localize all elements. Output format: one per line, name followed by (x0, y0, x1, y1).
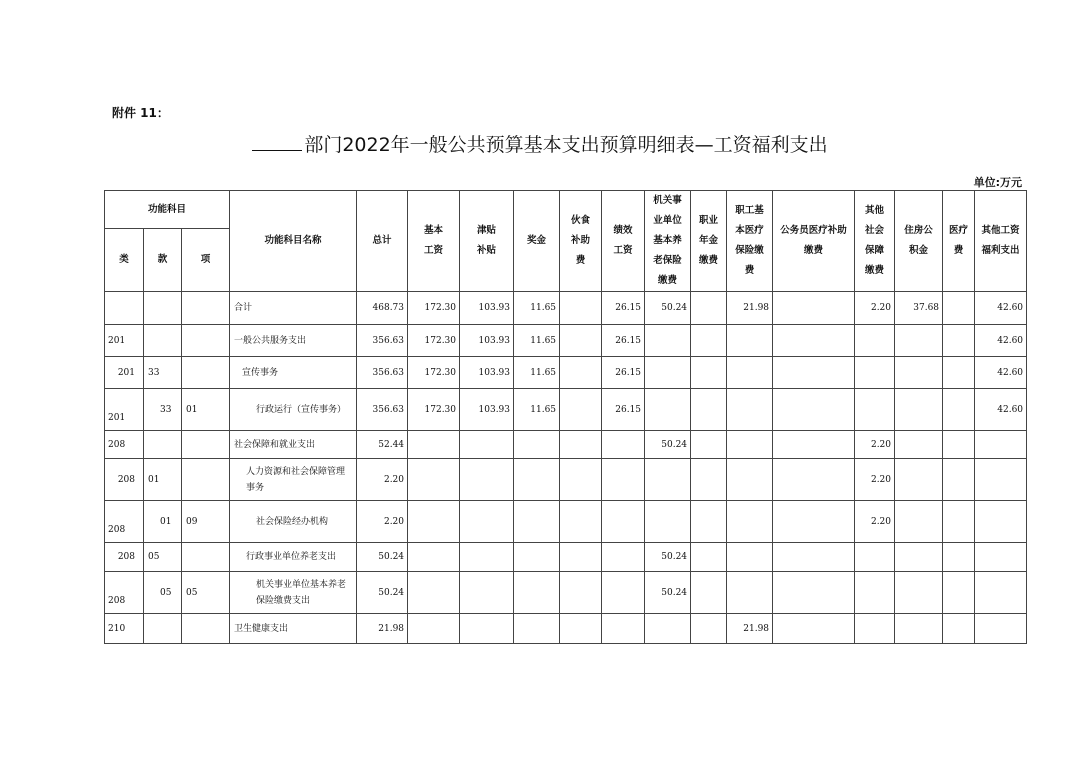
value-cell-housing (895, 325, 943, 357)
value-cell-meal (560, 614, 602, 644)
performance-header: 绩效 工资 (602, 191, 645, 292)
value-cell-civmed (773, 459, 855, 501)
table-row (105, 501, 1027, 543)
value-cell-allow: 103.93 (460, 292, 514, 325)
value-cell-occ (691, 614, 727, 644)
value-cell-perf (602, 614, 645, 644)
value-cell-bonus: 11.65 (514, 357, 560, 389)
value-cell-pension: 50.24 (645, 431, 691, 459)
value-cell-pension: 50.24 (645, 543, 691, 572)
subject-name-cell: 卫生健康支出 (230, 614, 357, 644)
xiang-cell (182, 292, 230, 325)
other-social-header: 其他 社会 保障 缴费 (855, 191, 895, 292)
lei-cell: 208 (105, 431, 144, 459)
value-cell-medfee (943, 572, 975, 614)
value-cell-bonus (514, 431, 560, 459)
total-header: 总计 (357, 191, 408, 292)
value-cell-bonus: 11.65 (514, 325, 560, 357)
value-cell-othwage (975, 614, 1027, 644)
value-cell-civmed (773, 572, 855, 614)
table-row (105, 325, 1027, 357)
value-cell-occ (691, 543, 727, 572)
value-cell-total: 50.24 (357, 572, 408, 614)
value-cell-bonus: 11.65 (514, 389, 560, 431)
value-cell-meal (560, 459, 602, 501)
name-header: 功能科目名称 (230, 191, 357, 292)
value-cell-perf: 26.15 (602, 325, 645, 357)
value-cell-civmed (773, 614, 855, 644)
value-cell-medfee (943, 325, 975, 357)
value-cell-housing: 37.68 (895, 292, 943, 325)
value-cell-bonus (514, 572, 560, 614)
lei-cell: 208 (105, 572, 144, 614)
value-cell-basic (408, 572, 460, 614)
xiang-cell: 09 (182, 501, 230, 543)
kuan-cell: 01 (144, 501, 182, 543)
value-cell-allow (460, 459, 514, 501)
lei-cell: 208 (105, 501, 144, 543)
value-cell-othwage (975, 572, 1027, 614)
value-cell-basic (408, 543, 460, 572)
value-cell-bonus (514, 614, 560, 644)
value-cell-basic (408, 459, 460, 501)
kuan-cell: 33 (144, 357, 182, 389)
value-cell-total: 468.73 (357, 292, 408, 325)
value-cell-othwage: 42.60 (975, 292, 1027, 325)
value-cell-total: 2.20 (357, 459, 408, 501)
value-cell-perf: 26.15 (602, 357, 645, 389)
value-cell-total: 2.20 (357, 501, 408, 543)
value-cell-othsoc (855, 325, 895, 357)
value-cell-meal (560, 389, 602, 431)
value-cell-bonus (514, 459, 560, 501)
subject-name-cell: 社会保障和就业支出 (230, 431, 357, 459)
value-cell-medfee (943, 389, 975, 431)
value-cell-medfee (943, 543, 975, 572)
value-cell-occ (691, 501, 727, 543)
kuan-cell (144, 614, 182, 644)
housing-header: 住房公 积金 (895, 191, 943, 292)
value-cell-allow: 103.93 (460, 389, 514, 431)
value-cell-total: 50.24 (357, 543, 408, 572)
subject-name-cell: 机关事业单位基本养老保险缴费支出 (230, 572, 357, 614)
value-cell-perf (602, 572, 645, 614)
value-cell-basic: 172.30 (408, 325, 460, 357)
value-cell-civmed (773, 389, 855, 431)
xiang-cell: 05 (182, 572, 230, 614)
value-cell-othsoc (855, 389, 895, 431)
value-cell-othwage (975, 501, 1027, 543)
value-cell-med (727, 357, 773, 389)
value-cell-medfee (943, 292, 975, 325)
value-cell-medfee (943, 501, 975, 543)
value-cell-othsoc (855, 357, 895, 389)
value-cell-meal (560, 431, 602, 459)
value-cell-basic (408, 431, 460, 459)
value-cell-perf (602, 459, 645, 501)
department-blank-line (252, 149, 302, 151)
title-text: 部门2022年一般公共预算基本支出预算明细表—工资福利支出 (304, 134, 828, 156)
value-cell-housing (895, 572, 943, 614)
lei-cell: 201 (105, 357, 144, 389)
value-cell-housing (895, 431, 943, 459)
value-cell-housing (895, 357, 943, 389)
meal-header: 伙食 补助 费 (560, 191, 602, 292)
value-cell-perf (602, 431, 645, 459)
value-cell-pension: 50.24 (645, 292, 691, 325)
lei-cell: 201 (105, 325, 144, 357)
table-row (105, 431, 1027, 459)
allowance-header: 津贴 补贴 (460, 191, 514, 292)
value-cell-othsoc: 2.20 (855, 501, 895, 543)
value-cell-bonus (514, 543, 560, 572)
kuan-header: 款 (144, 229, 182, 292)
value-cell-meal (560, 501, 602, 543)
subject-name-cell: 合计 (230, 292, 357, 325)
value-cell-total: 52.44 (357, 431, 408, 459)
value-cell-perf (602, 543, 645, 572)
value-cell-allow (460, 543, 514, 572)
xiang-cell (182, 431, 230, 459)
value-cell-housing (895, 614, 943, 644)
value-cell-pension (645, 389, 691, 431)
value-cell-civmed (773, 543, 855, 572)
value-cell-med (727, 389, 773, 431)
xiang-cell (182, 614, 230, 644)
attachment-label: 附件 11： (112, 106, 169, 120)
value-cell-occ (691, 325, 727, 357)
value-cell-pension: 50.24 (645, 572, 691, 614)
value-cell-basic: 172.30 (408, 389, 460, 431)
value-cell-othwage (975, 459, 1027, 501)
value-cell-othwage (975, 543, 1027, 572)
value-cell-allow (460, 614, 514, 644)
value-cell-housing (895, 501, 943, 543)
table-row (105, 292, 1027, 325)
value-cell-pension (645, 357, 691, 389)
page-title (0, 130, 1080, 157)
value-cell-basic (408, 501, 460, 543)
xiang-cell (182, 357, 230, 389)
value-cell-othsoc: 2.20 (855, 292, 895, 325)
value-cell-pension (645, 501, 691, 543)
value-cell-civmed (773, 292, 855, 325)
subject-name-cell: 行政运行（宣传事务） (230, 389, 357, 431)
xiang-cell: 01 (182, 389, 230, 431)
med-fee-header: 医疗 费 (943, 191, 975, 292)
value-cell-med (727, 501, 773, 543)
lei-cell: 201 (105, 389, 144, 431)
value-cell-basic: 172.30 (408, 357, 460, 389)
value-cell-othwage: 42.60 (975, 325, 1027, 357)
table-row (105, 614, 1027, 644)
value-cell-pension (645, 325, 691, 357)
value-cell-allow (460, 501, 514, 543)
subject-name-cell: 人力资源和社会保障管理事务 (230, 459, 357, 501)
value-cell-medfee (943, 614, 975, 644)
subject-name-cell: 行政事业单位养老支出 (230, 543, 357, 572)
pension-header: 机关事 业单位 基本养 老保险 缴费 (645, 191, 691, 292)
value-cell-othwage: 42.60 (975, 357, 1027, 389)
value-cell-civmed (773, 357, 855, 389)
value-cell-total: 356.63 (357, 389, 408, 431)
kuan-cell: 05 (144, 572, 182, 614)
value-cell-perf: 26.15 (602, 292, 645, 325)
occupational-header: 职业 年金 缴费 (691, 191, 727, 292)
value-cell-housing (895, 543, 943, 572)
lei-cell: 208 (105, 459, 144, 501)
value-cell-meal (560, 572, 602, 614)
subject-name-cell: 一般公共服务支出 (230, 325, 357, 357)
lei-cell (105, 292, 144, 325)
kuan-cell (144, 431, 182, 459)
value-cell-med (727, 431, 773, 459)
value-cell-medfee (943, 431, 975, 459)
unit-label: 单位:万元 (973, 176, 1022, 189)
value-cell-meal (560, 325, 602, 357)
kuan-cell (144, 292, 182, 325)
subject-name-cell: 宣传事务 (230, 357, 357, 389)
table-row (105, 459, 1027, 501)
lei-cell: 208 (105, 543, 144, 572)
value-cell-med (727, 543, 773, 572)
lei-cell: 210 (105, 614, 144, 644)
value-cell-othsoc: 2.20 (855, 431, 895, 459)
value-cell-allow (460, 572, 514, 614)
xiang-cell (182, 325, 230, 357)
value-cell-med: 21.98 (727, 614, 773, 644)
value-cell-occ (691, 431, 727, 459)
value-cell-pension (645, 459, 691, 501)
value-cell-total: 21.98 (357, 614, 408, 644)
xiang-header: 项 (182, 229, 230, 292)
value-cell-othsoc: 2.20 (855, 459, 895, 501)
value-cell-othwage: 42.60 (975, 389, 1027, 431)
value-cell-othwage (975, 431, 1027, 459)
other-wage-header: 其他工资 福利支出 (975, 191, 1027, 292)
value-cell-civmed (773, 431, 855, 459)
value-cell-basic: 172.30 (408, 292, 460, 325)
value-cell-meal (560, 543, 602, 572)
value-cell-med (727, 459, 773, 501)
value-cell-med (727, 572, 773, 614)
value-cell-othsoc (855, 614, 895, 644)
value-cell-total: 356.63 (357, 357, 408, 389)
table-row (105, 357, 1027, 389)
value-cell-occ (691, 459, 727, 501)
value-cell-basic (408, 614, 460, 644)
xiang-cell (182, 459, 230, 501)
budget-table (104, 190, 1027, 644)
value-cell-occ (691, 572, 727, 614)
table-row (105, 389, 1027, 431)
value-cell-med: 21.98 (727, 292, 773, 325)
value-cell-allow (460, 431, 514, 459)
value-cell-occ (691, 292, 727, 325)
basic-wage-header: 基本 工资 (408, 191, 460, 292)
value-cell-total: 356.63 (357, 325, 408, 357)
value-cell-med (727, 325, 773, 357)
value-cell-bonus (514, 501, 560, 543)
value-cell-medfee (943, 459, 975, 501)
value-cell-housing (895, 459, 943, 501)
value-cell-occ (691, 389, 727, 431)
xiang-cell (182, 543, 230, 572)
medical-header: 职工基 本医疗 保险缴 费 (727, 191, 773, 292)
bonus-header: 奖金 (514, 191, 560, 292)
table-row (105, 572, 1027, 614)
kuan-cell: 33 (144, 389, 182, 431)
lei-header: 类 (105, 229, 144, 292)
value-cell-meal (560, 357, 602, 389)
value-cell-medfee (943, 357, 975, 389)
value-cell-allow: 103.93 (460, 325, 514, 357)
value-cell-civmed (773, 325, 855, 357)
value-cell-perf (602, 501, 645, 543)
kuan-cell (144, 325, 182, 357)
value-cell-pension (645, 614, 691, 644)
value-cell-othsoc (855, 572, 895, 614)
table-row (105, 543, 1027, 572)
value-cell-housing (895, 389, 943, 431)
func-subject-header: 功能科目 (105, 191, 230, 229)
kuan-cell: 05 (144, 543, 182, 572)
kuan-cell: 01 (144, 459, 182, 501)
value-cell-civmed (773, 501, 855, 543)
subject-name-cell: 社会保险经办机构 (230, 501, 357, 543)
value-cell-meal (560, 292, 602, 325)
value-cell-occ (691, 357, 727, 389)
value-cell-allow: 103.93 (460, 357, 514, 389)
value-cell-perf: 26.15 (602, 389, 645, 431)
value-cell-othsoc (855, 543, 895, 572)
value-cell-bonus: 11.65 (514, 292, 560, 325)
civil-medical-header: 公务员医疗补助 缴费 (773, 191, 855, 292)
